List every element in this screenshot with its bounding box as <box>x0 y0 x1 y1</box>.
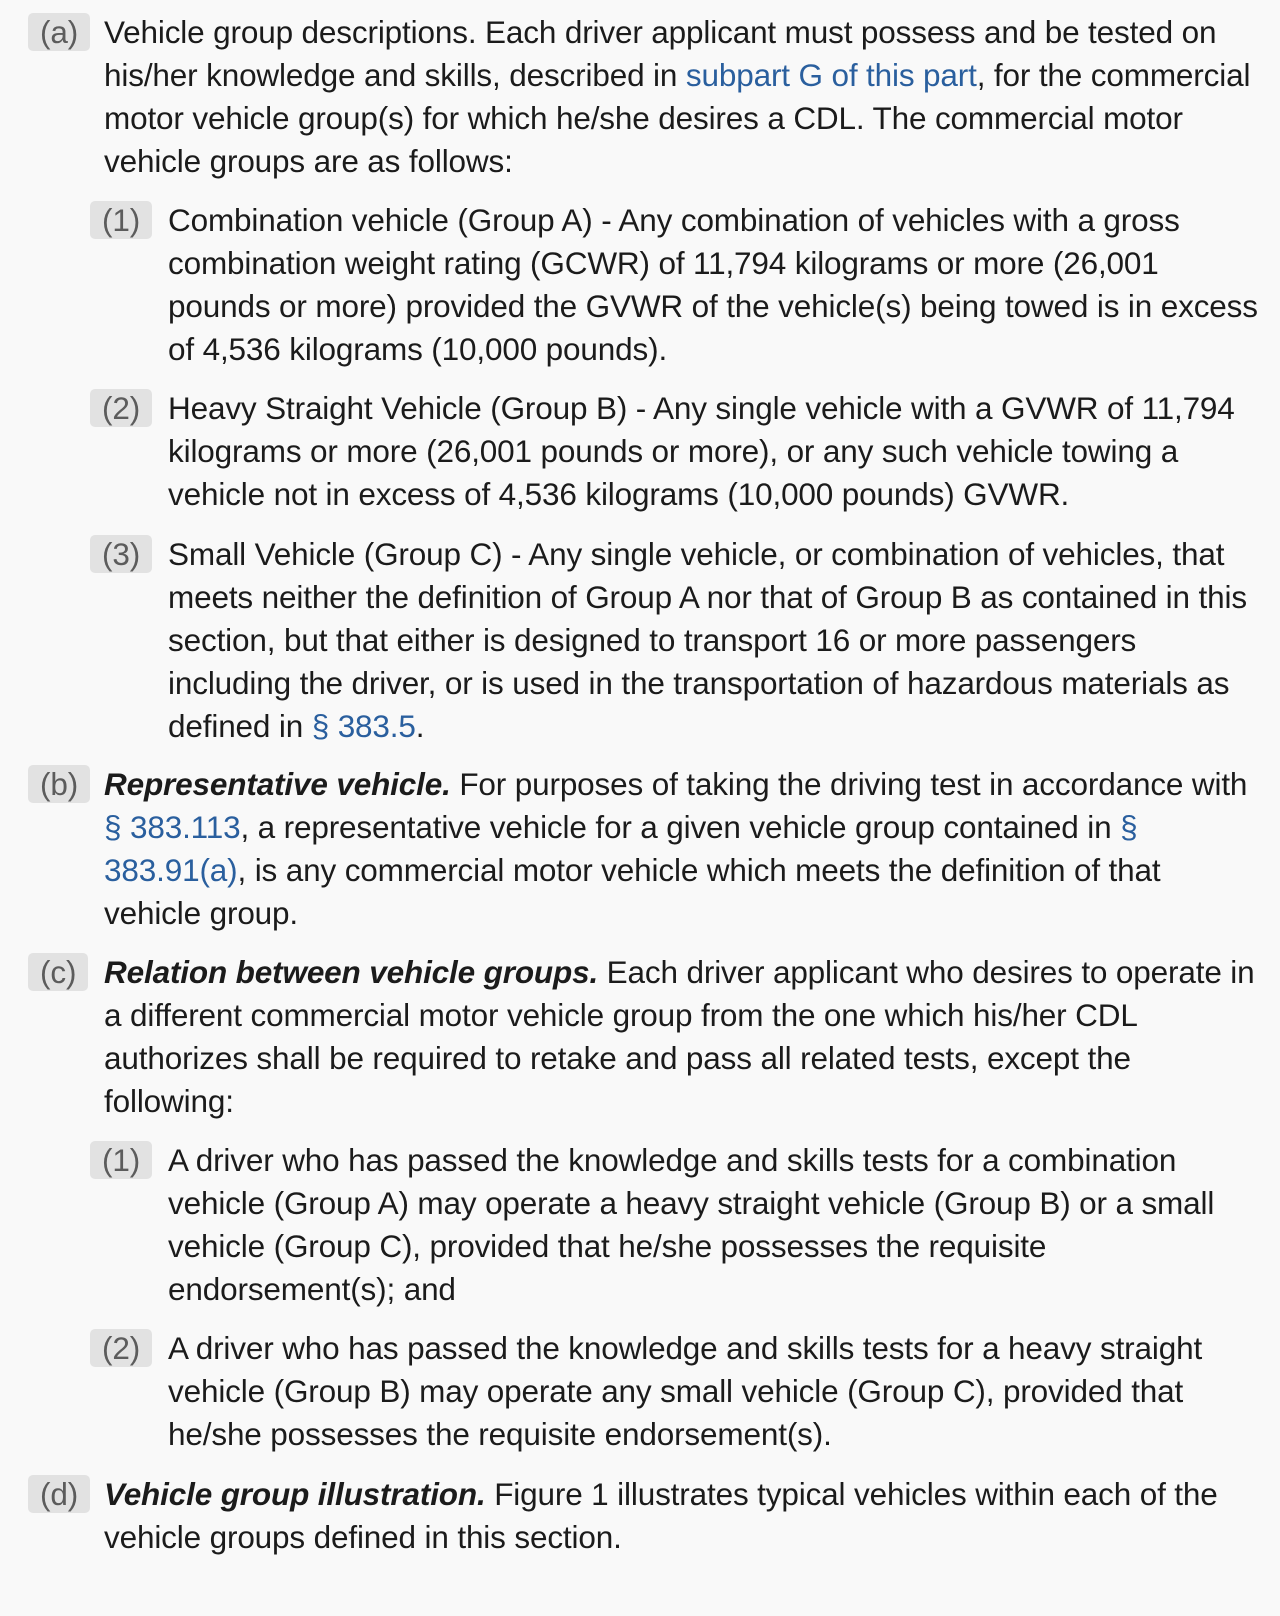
paragraph-c-text <box>28 951 1260 1123</box>
paragraph-a <box>28 11 1260 183</box>
paragraph-a-3-text <box>90 533 1260 748</box>
paragraph-label-b: (b) <box>28 765 90 803</box>
paragraph-c-text-1: Each driver applicant who desires to operate in a different commercial motor vehicle group from the one which his/her CDL authorizes shall be required to retake and pass all related tests, except the following: <box>104 954 1255 1119</box>
section-383-91a-link[interactable]: § 383.91(a) <box>104 809 1138 888</box>
paragraph-b <box>28 763 1260 935</box>
paragraph-c <box>28 951 1260 1123</box>
paragraph-a-3 <box>90 533 1260 748</box>
paragraph-d <box>28 1473 1260 1559</box>
paragraph-a-3-text-1: Small Vehicle (Group C) - Any single vehicle, or combination of vehicles, that meets neither the definition of Group A nor that of Group B as contained in this section, but that either is designed to transport 16 or more passengers including the driver, or is used in the transportation of hazardous materials as defined in <box>168 536 1247 744</box>
paragraph-label-c-2: (2) <box>90 1329 152 1367</box>
paragraph-a-3-text-2: . <box>415 708 425 744</box>
paragraph-b-text <box>28 763 1260 935</box>
paragraph-label-a-2: (2) <box>90 389 152 427</box>
paragraph-b-text-2: , a representative vehicle for a given vehicle group contained in <box>240 809 1121 845</box>
paragraph-label-a: (a) <box>28 13 90 51</box>
paragraph-a-2 <box>90 387 1260 516</box>
paragraph-label-a-1: (1) <box>90 201 152 239</box>
paragraph-b-text-1: For purposes of taking the driving test in accordance with <box>450 766 1248 802</box>
paragraph-d-text-1: Figure 1 illustrates typical vehicles within each of the vehicle groups defined in this section. <box>104 1476 1218 1555</box>
paragraph-a-1-text: Combination vehicle (Group A) - Any combination of vehicles with a gross combination weight rating (GCWR) of 11,794 kilograms or more (26,001 pounds or more) provided the GVWR of the vehicle(s) being towed is in excess of 4,536 kilograms (10,000 pounds). <box>168 202 1258 367</box>
paragraph-c-1-text: A driver who has passed the knowledge and skills tests for a combination vehicle (Group A) may operate a heavy straight vehicle (Group B) or a small vehicle (Group C), provided that he/she possesses the requisite endorsement(s); and <box>168 1142 1215 1307</box>
paragraph-a-1 <box>90 199 1260 371</box>
subpart-g-link[interactable]: subpart G of this part <box>685 57 977 93</box>
paragraph-a-2-text: Heavy Straight Vehicle (Group B) - Any single vehicle with a GVWR of 11,794 kilograms or more (26,001 pounds or more), or any such vehicle towing a vehicle not in excess of 4,536 kilograms (10,000 pounds) GVWR. <box>168 390 1235 512</box>
paragraph-label-a-3: (3) <box>90 535 152 573</box>
paragraph-b-text-3: , is any commercial motor vehicle which meets the definition of that vehicle group. <box>104 852 1161 931</box>
paragraph-d-text <box>28 1473 1260 1559</box>
paragraph-b-heading: Representative vehicle. <box>104 766 451 802</box>
paragraph-a-text-1: Vehicle group descriptions. Each driver applicant must possess and be tested on his/her knowledge and skills, described in <box>104 14 1217 93</box>
paragraph-c-2 <box>90 1327 1260 1456</box>
section-383-5-link[interactable]: § 383.5 <box>311 708 416 744</box>
paragraph-label-d: (d) <box>28 1475 90 1513</box>
paragraph-label-c-1: (1) <box>90 1141 152 1179</box>
paragraph-c-heading: Relation between vehicle groups. <box>104 954 599 990</box>
paragraph-label-c: (c) <box>28 953 88 991</box>
paragraph-a-text <box>28 11 1260 183</box>
paragraph-c-1 <box>90 1139 1260 1311</box>
section-383-113-link[interactable]: § 383.113 <box>104 809 241 845</box>
paragraph-a-text-2: , for the commercial motor vehicle group(s) for which he/she desires a CDL. The commercial motor vehicle groups are as follows: <box>104 57 1251 179</box>
paragraph-c-2-text: A driver who has passed the knowledge and skills tests for a heavy straight vehicle (Group B) may operate any small vehicle (Group C), provided that he/she possesses the requisite endorsement(s). <box>168 1330 1203 1452</box>
paragraph-d-heading: Vehicle group illustration. <box>104 1476 486 1512</box>
